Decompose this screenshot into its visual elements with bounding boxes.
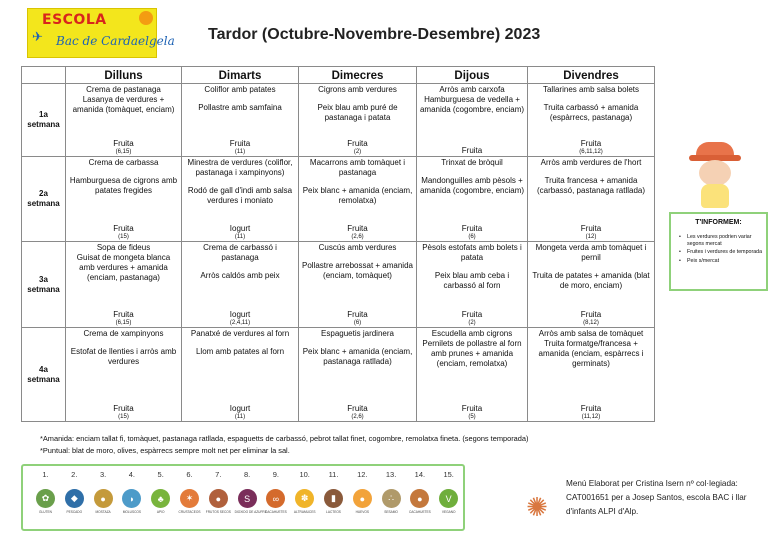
allergen-number: 9. <box>272 470 280 479</box>
milk-icon: ▮ <box>324 489 343 508</box>
spacing <box>301 253 414 261</box>
allergen-label: MOSTAZA <box>95 510 111 514</box>
spacing <box>530 168 652 176</box>
spacing <box>184 178 296 186</box>
first-course: Crema de carbassa <box>88 158 159 167</box>
allergen-number: 11. <box>328 470 339 479</box>
spacing <box>419 263 525 271</box>
logo-name-text: Bac de Cardaelgela <box>56 34 175 48</box>
allergen-label: ALTRAMUCES <box>293 510 316 514</box>
allergen-number: 10. <box>299 470 310 479</box>
allergen-codes: (15) <box>118 234 129 240</box>
face-icon <box>699 160 731 186</box>
airplane-icon: ✈ <box>32 29 43 44</box>
spacing <box>184 357 296 404</box>
allergen-codes: (6,15) <box>115 149 132 155</box>
menu-cell <box>417 84 528 157</box>
allergen-codes: (5) <box>468 414 476 420</box>
allergen-number: 8. <box>243 470 251 479</box>
sulphite-icon: S <box>238 489 257 508</box>
info-box <box>669 212 768 291</box>
allergen-codes: (2,6) <box>351 234 364 240</box>
allergen-label: GLUTEN <box>39 510 52 514</box>
dessert: Fruita <box>461 310 483 319</box>
spacing <box>301 281 414 310</box>
second-course: Peix blau amb ceba i carbassó al forn <box>434 271 510 290</box>
allergen-codes: (2) <box>468 320 476 326</box>
spacing <box>419 369 525 404</box>
menu-cell <box>182 84 299 157</box>
logo-escola-text: ESCOLA <box>42 12 107 28</box>
allergen-label: SESAMO <box>384 510 398 514</box>
allergen-number: 14. <box>414 470 426 479</box>
spacing <box>419 115 525 146</box>
info-item: • Peix s/mercat <box>679 258 766 265</box>
dessert: Fruita <box>113 310 134 319</box>
menu-table <box>21 66 655 422</box>
allergen-item <box>119 470 144 514</box>
wheat-icon: ✿ <box>36 489 55 508</box>
allergen-codes: (2,4,11) <box>229 320 251 326</box>
dessert: Fruita <box>580 224 602 233</box>
spacing <box>530 123 652 139</box>
first-course: Panatxé de verdures al forn <box>190 329 290 338</box>
allergen-item <box>33 470 58 514</box>
spacing <box>68 283 179 310</box>
allergen-item <box>379 470 404 514</box>
second-course: Hamburguesa de vedella + amanida (cogombre, enciam) <box>419 95 525 114</box>
first-course: Cigrons amb verdures <box>318 85 397 94</box>
second-course: Peix blanc + amanida (enciam, remolatxa) <box>302 186 413 205</box>
allergen-codes: (6,15) <box>115 320 132 326</box>
spacing <box>184 206 296 224</box>
menu-cell <box>417 157 528 242</box>
dessert: Fruita <box>580 310 602 319</box>
second-course: Truita francesa + amanida (carbassó, pastanaga ratllada) <box>536 176 646 195</box>
allergen-number: 5. <box>157 470 164 479</box>
sesame-icon: ∴ <box>382 489 401 508</box>
allergen-item <box>321 470 346 514</box>
week-row <box>22 157 655 242</box>
mustard-icon: ● <box>94 489 113 508</box>
allergen-item <box>62 470 87 514</box>
allergen-item <box>234 470 267 514</box>
spacing <box>419 196 525 224</box>
allergen-item <box>91 470 116 514</box>
spacing <box>530 196 652 224</box>
week-label: 1a setmana <box>22 84 66 157</box>
info-title: T'INFORMEM: <box>695 219 742 226</box>
second-course: Pernilets de pollastre al forn amb prunes + amanida (enciam, remolatxa) <box>422 339 522 368</box>
menu-cell <box>66 84 182 157</box>
week-label: 4a setmana <box>22 328 66 422</box>
dessert: Fruita <box>113 139 134 148</box>
allergen-label: FRUTOS SECOS <box>205 510 231 514</box>
dessert: Fruita <box>229 139 251 148</box>
second-course: Pollastre amb samfaina <box>198 103 282 112</box>
sun-icon <box>139 11 153 25</box>
dessert: Fruita <box>461 146 483 155</box>
dessert: Fruita <box>580 139 602 148</box>
second-course: Truita de patates + amanida (blat de moro, enciam) <box>532 271 650 290</box>
allergen-codes: (11) <box>234 149 246 155</box>
allergen-number: 12. <box>357 470 368 479</box>
menu-cell <box>417 242 528 328</box>
allergen-codes: (2,6) <box>351 414 364 420</box>
allergen-item <box>263 470 288 514</box>
allergen-codes: (8,12) <box>583 320 599 326</box>
dessert: Fruita <box>347 139 368 148</box>
flower-icon: ✺ <box>526 492 548 522</box>
shell-icon: ◗ <box>122 489 141 508</box>
day-header-monday: Dilluns <box>66 67 182 84</box>
first-course: Cuscús amb verdures <box>318 243 397 252</box>
second-course: Truita formatge/francesa + amanida (enciam, espàrrecs i germinats) <box>538 339 644 368</box>
menu-cell <box>299 84 417 157</box>
menu-cell <box>299 157 417 242</box>
spacing <box>530 369 652 404</box>
first-course: Tallarines amb salsa bolets <box>542 85 640 94</box>
spacing <box>301 206 414 224</box>
allergen-label: CRUSTACEOS <box>178 510 201 514</box>
first-course: Mongeta verda amb tomàquet i pernil <box>535 243 647 262</box>
spacing <box>184 339 296 347</box>
allergen-label: VEGANO <box>441 510 456 514</box>
allergen-label: CACAHUETES <box>264 510 287 514</box>
first-course: Crema de pastanaga <box>86 85 161 94</box>
allergen-codes: (11,12) <box>581 414 601 420</box>
allergen-label: LACTEOS <box>326 510 341 514</box>
celery-icon: ♣ <box>151 489 170 508</box>
allergen-number: 2. <box>71 470 78 479</box>
second-course: Estofat de llenties i arròs amb verdures <box>70 347 177 366</box>
allergen-number: 4. <box>128 470 136 479</box>
week-row <box>22 328 655 422</box>
second-course: Lasanya de verdures + amanida (tomàquet, enciam) <box>72 95 175 114</box>
soy-icon: ● <box>410 489 429 508</box>
lupin-icon: ✽ <box>295 489 314 508</box>
dessert: Fruita <box>461 404 483 413</box>
spacing <box>184 95 296 103</box>
spacing <box>184 113 296 139</box>
spacing <box>419 168 525 176</box>
spacing <box>530 291 652 310</box>
allergen-item <box>177 470 202 514</box>
credit-text: Menú Elaborat per Cristina Isern nº col·legiada: CAT001651 per a Josep Santos, escola BAC i llar d'infants ALPI d'Alp. <box>566 479 747 516</box>
allergen-codes: (6) <box>353 320 362 326</box>
menu-cell <box>182 157 299 242</box>
nuts-icon: ● <box>209 489 228 508</box>
allergen-codes: (6) <box>468 234 476 240</box>
allergen-codes: (2) <box>353 149 362 155</box>
second-course: Pollastre arrebossat + amanida (enciam, tomàquet) <box>302 261 413 280</box>
second-course: Peix blau amb puré de pastanaga i patata <box>317 103 398 122</box>
spacing <box>301 367 414 404</box>
allergen-item <box>350 470 375 514</box>
page-title: Tardor (Octubre-Novembre-Desembre) 2023 <box>208 26 541 43</box>
menu-cell <box>299 242 417 328</box>
allergen-item <box>206 470 231 514</box>
second-course: Arròs caldós amb peix <box>200 271 280 280</box>
menu-cell <box>299 328 417 422</box>
allergen-label: CACAHUETES <box>408 510 431 514</box>
spacing <box>68 196 179 224</box>
spacing <box>184 263 296 271</box>
allergen-item <box>292 470 317 514</box>
spacing <box>301 95 414 103</box>
allergen-label: PESCADO <box>66 510 83 514</box>
menu-cell <box>528 242 655 328</box>
first-course: Escudella amb cigrons <box>431 329 513 338</box>
allergen-codes: (11) <box>234 234 246 240</box>
peanut-icon: ∞ <box>266 489 285 508</box>
spacing <box>68 115 179 139</box>
menu-cell <box>66 157 182 242</box>
spacing <box>419 291 525 310</box>
first-course: Sopa de fideus <box>96 243 151 252</box>
second-course: Rodó de gall d'indi amb salsa verdures i moniato <box>187 186 293 205</box>
spacing <box>68 168 179 176</box>
second-course: Truita carbassó + amanida (espàrrecs, pastanaga) <box>543 103 639 122</box>
first-course: Arròs amb salsa de tomàquet <box>538 329 644 338</box>
allergen-codes: (6,11,12) <box>579 149 603 155</box>
week-label: 2a setmana <box>22 157 66 242</box>
first-course: Coliflor amb patates <box>204 85 276 94</box>
dessert: Fruita <box>580 404 602 413</box>
dessert: Fruita <box>347 310 368 319</box>
day-header-thursday: Dijous <box>417 67 528 84</box>
body-icon <box>701 184 729 208</box>
dessert: Fruita <box>347 404 368 413</box>
dessert: Iogurt <box>229 404 251 413</box>
dessert: Fruita <box>461 224 483 233</box>
spacing <box>301 123 414 139</box>
allergen-label: DIOXIDO DE AZUFRE <box>234 510 267 514</box>
corner-cell <box>22 67 66 84</box>
first-course: Arròs amb carxofa <box>439 85 505 94</box>
fish-icon: ◆ <box>65 489 84 508</box>
menu-cell <box>528 328 655 422</box>
second-course: Llom amb patates al forn <box>195 347 285 356</box>
day-header-friday: Divendres <box>528 67 655 84</box>
week-row <box>22 242 655 328</box>
salad-note: *Amanida: enciam tallat fi, tomàquet, pastanaga ratllada, espaguetts de carbassó, pebrot tallat finet, cogombre, remolatxa fineta. (segons temporada) <box>40 434 529 443</box>
child-illustration <box>689 142 741 210</box>
menu-cell <box>182 328 299 422</box>
menu-cell <box>66 242 182 328</box>
allergen-label: HUEVOS <box>355 510 370 514</box>
first-course: Pèsols estofats amb bolets i patata <box>422 243 522 262</box>
menu-cell <box>528 84 655 157</box>
second-course: Mandonguilles amb pèsols + amanida (cogombre, enciam) <box>419 176 525 195</box>
first-course: Trinxat de bròquil <box>441 158 503 167</box>
allergen-codes: (11) <box>234 414 246 420</box>
info-item: • Les verdures podrien variar segons mercat <box>679 234 766 247</box>
day-header-wednesday: Dimecres <box>299 67 417 84</box>
dessert: Fruita <box>113 224 134 233</box>
first-course: Minestra de verdures (coliflor, pastanaga i xampinyons) <box>187 158 293 177</box>
allergen-item <box>407 470 432 514</box>
school-logo <box>27 8 175 58</box>
allergen-number: 3. <box>99 470 107 479</box>
dessert: Iogurt <box>229 310 251 319</box>
first-course: Espaguetis jardinera <box>321 329 394 338</box>
allergen-number: 1. <box>42 470 49 479</box>
allergen-item <box>436 470 461 514</box>
spacing <box>184 281 296 310</box>
second-course: Guisat de mongeta blanca amb verdures + amanida (enciam, pastanaga) <box>76 253 171 282</box>
allergen-legend <box>21 464 465 531</box>
allergen-number: 15. <box>443 470 454 479</box>
menu-cell <box>66 328 182 422</box>
allergen-number: 6. <box>186 470 193 479</box>
second-course: Peix blanc + amanida (enciam, pastanaga ratllada) <box>302 347 413 366</box>
first-course: Crema de xampinyons <box>83 329 164 338</box>
vegan-icon: V <box>439 489 458 508</box>
first-course: Crema de carbassó i pastanaga <box>203 243 277 262</box>
second-course: Hamburguesa de cigrons amb patates fregides <box>69 176 178 195</box>
allergen-item <box>148 470 173 514</box>
allergen-codes: (12) <box>585 234 597 240</box>
day-header-tuesday: Dimarts <box>182 67 299 84</box>
info-list <box>679 234 766 264</box>
occasional-note: *Puntual: blat de moro, olives, espàrrecs sempre molt net per eliminar la sal. <box>40 446 290 455</box>
dessert: Fruita <box>113 404 134 413</box>
week-label: 3a setmana <box>22 242 66 328</box>
spacing <box>301 339 414 347</box>
allergen-number: 13. <box>385 470 397 479</box>
allergen-codes: (15) <box>118 414 129 420</box>
header-row <box>22 67 655 84</box>
allergen-label: MOLUSCOS <box>122 510 142 514</box>
spacing <box>301 178 414 186</box>
first-course: Macarrons amb tomàquet i pastanaga <box>309 158 406 177</box>
spacing <box>68 339 179 347</box>
info-item: • Fruites i verdures de temporada <box>679 249 766 256</box>
dessert: Iogurt <box>229 224 251 233</box>
menu-cell <box>528 157 655 242</box>
menu-cell <box>417 328 528 422</box>
menu-cell <box>182 242 299 328</box>
spacing <box>530 95 652 103</box>
spacing <box>530 263 652 271</box>
allergen-number: 7. <box>215 470 222 479</box>
first-course: Arròs amb verdures de l'hort <box>540 158 642 167</box>
crab-icon: ✶ <box>180 489 199 508</box>
allergen-label: APIO <box>156 510 165 514</box>
egg-icon: ● <box>353 489 372 508</box>
spacing <box>68 367 179 404</box>
dessert: Fruita <box>347 224 368 233</box>
week-row <box>22 84 655 157</box>
